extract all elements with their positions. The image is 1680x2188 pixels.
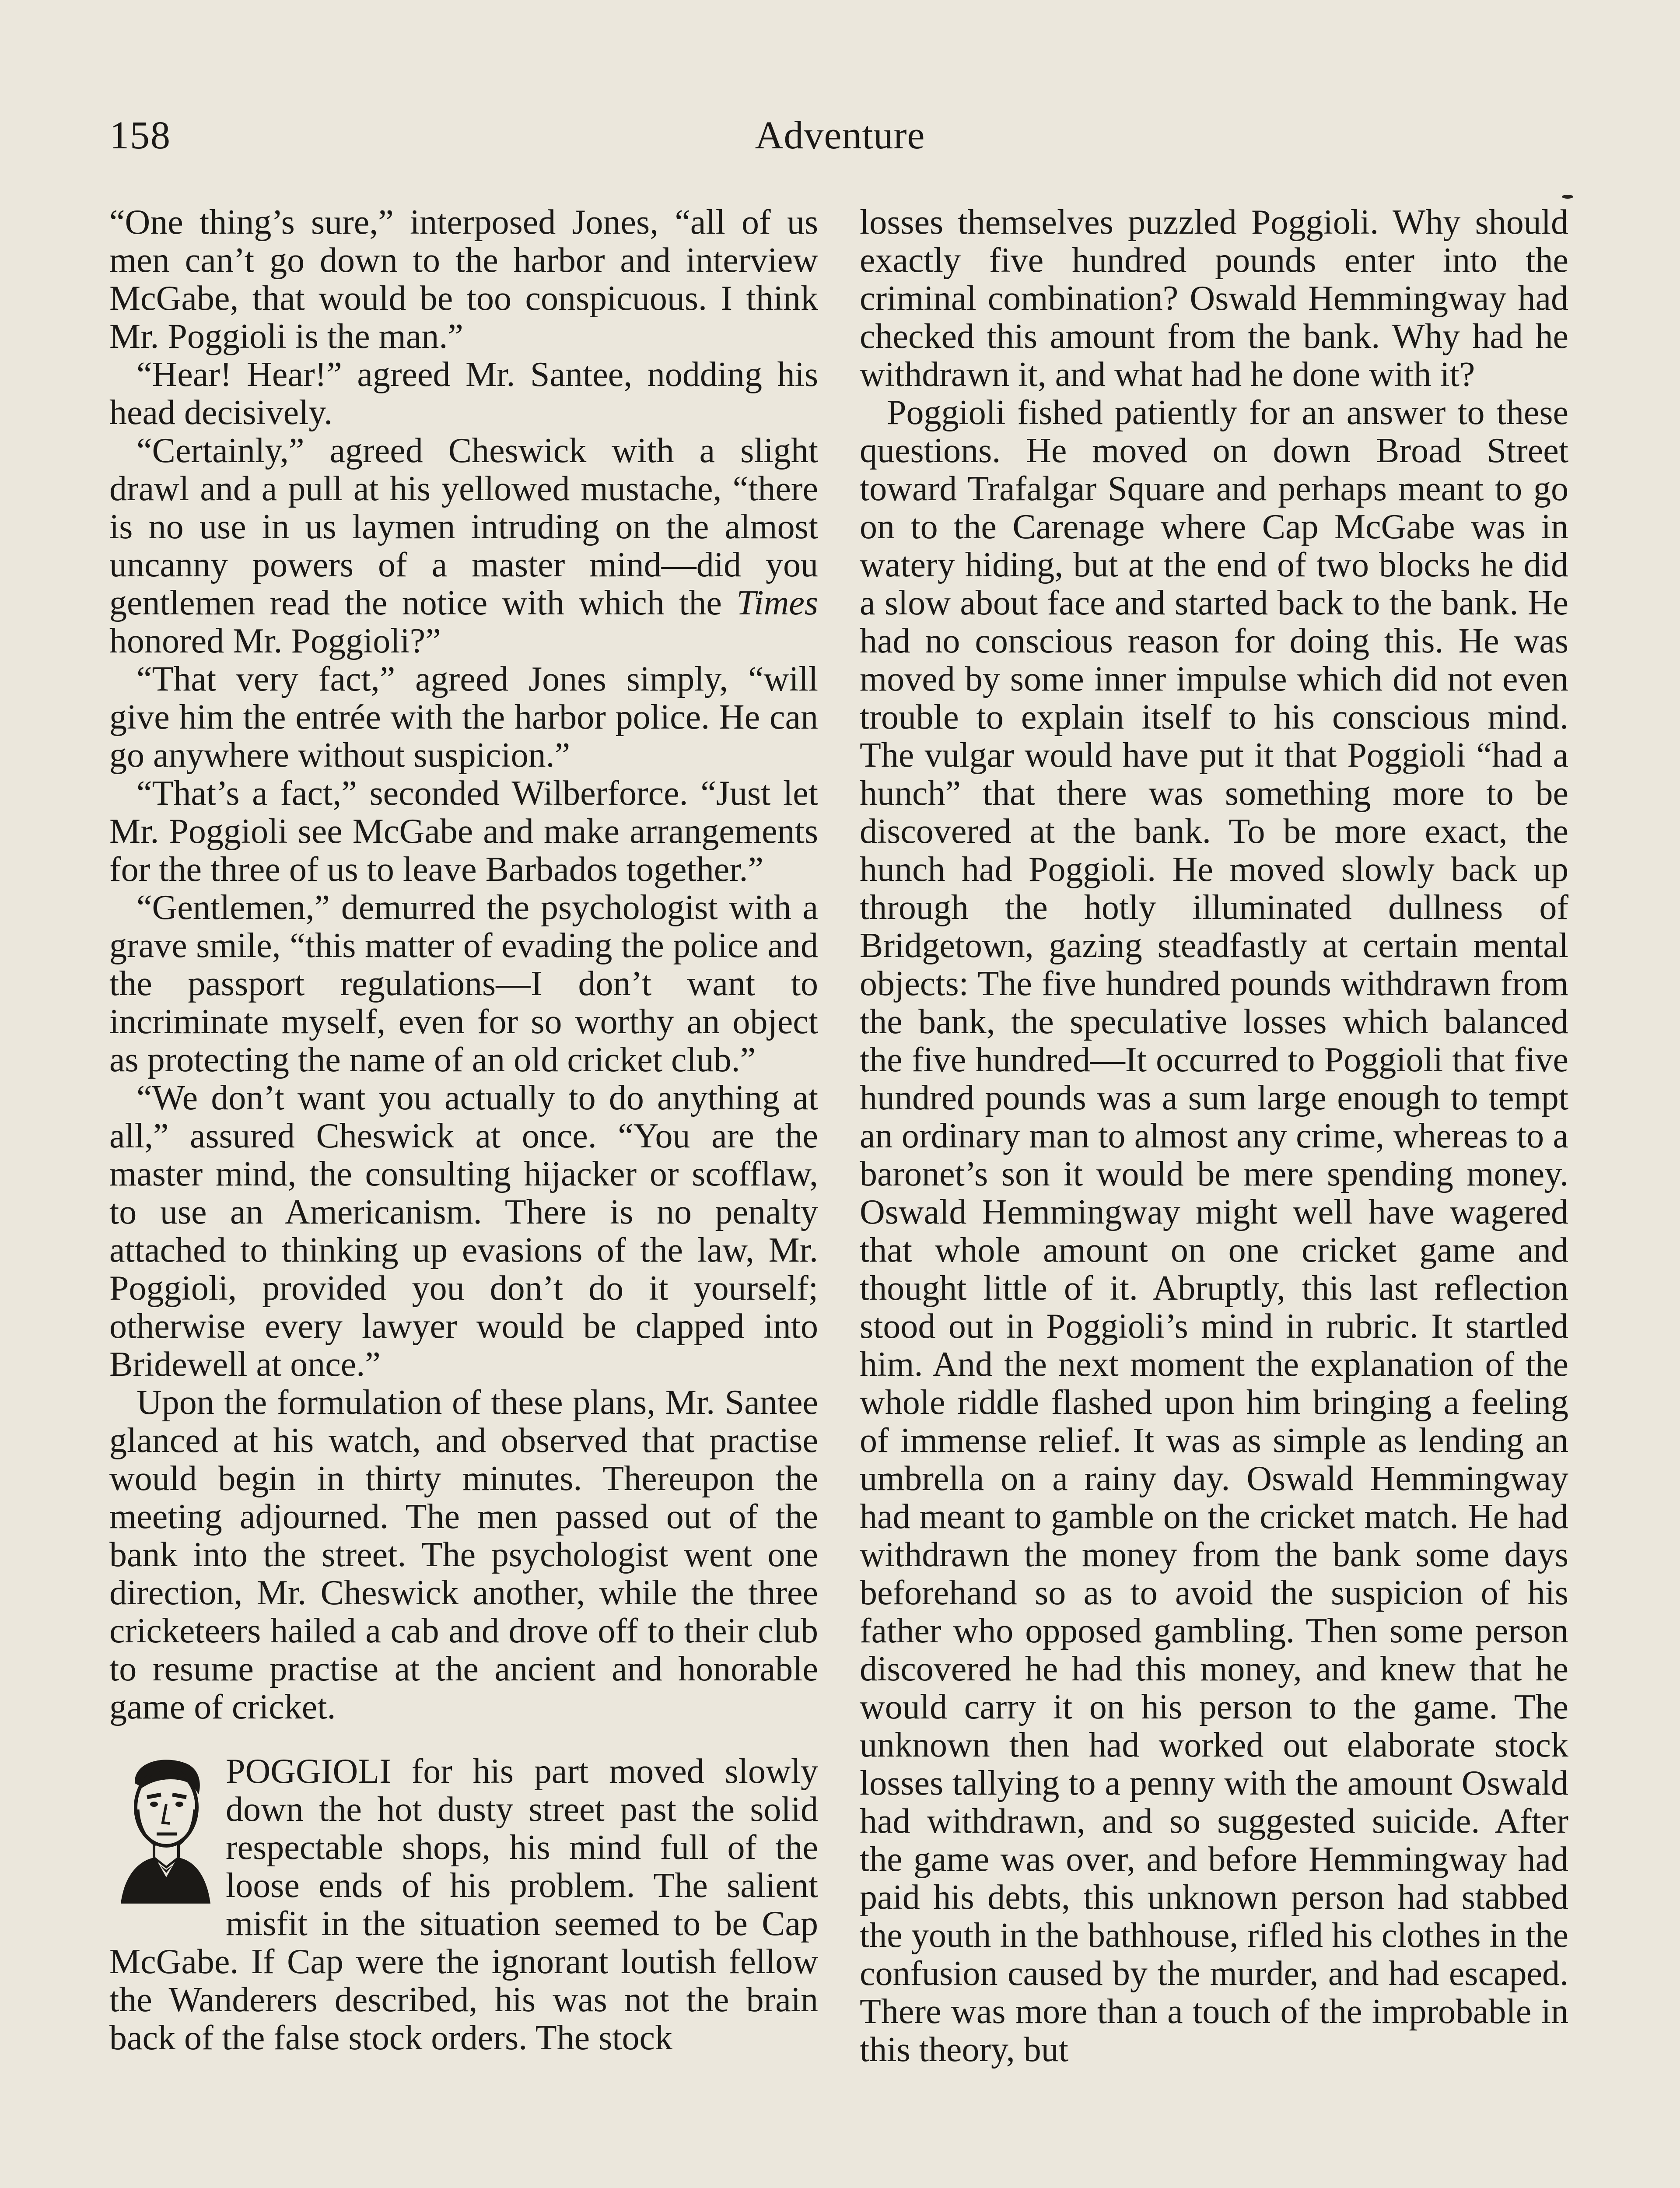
- page-number: 158: [109, 114, 171, 157]
- running-title: Adventure: [755, 114, 925, 157]
- paragraph: “Certainly,” agreed Cheswick with a slight drawl and a pull at his yellowed mustache, “there is no use in us laymen intruding on the almost uncanny powers of a master mind—did you gentlemen read the notice with which the Times honored Mr. Poggioli?”: [109, 431, 818, 660]
- print-speck: [1562, 195, 1573, 199]
- paragraph: “We don’t want you actually to do anything at all,” assured Cheswick at once. “You are the master mind, the consulting hijacker or scofflaw, to use an Americanism. There is no penalty attached to thinking up evasions of the law, Mr. Poggioli, provided you don’t do it yourself; otherwise every lawyer would be clapped into Bridewell at once.”: [109, 1079, 818, 1384]
- paragraph: Upon the formulation of these plans, Mr. Santee glanced at his watch, and observed that practise would begin in thirty minutes. Thereupon the meeting adjourned. The men passed out of the bank into the street. The psychologist went one direction, Mr. Cheswick another, while the three cricketeers hailed a cab and drove off to their club to resume practise at the ancient and honorable game of cricket.: [109, 1383, 818, 1726]
- page-header: [109, 112, 1571, 177]
- section-start: [109, 1753, 818, 2057]
- newspaper-title: Times: [736, 584, 818, 622]
- paragraph: “That very fact,” agreed Jones simply, “will give him the entrée with the harbor police. He can go anywhere without suspicion.”: [109, 660, 818, 775]
- paragraph: “That’s a fact,” seconded Wilberforce. “Just let Mr. Poggioli see McGabe and make arrangements for the three of us to leave Barbados together.”: [109, 774, 818, 889]
- paragraph: “Hear! Hear!” agreed Mr. Santee, nodding his head decisively.: [109, 355, 818, 432]
- paragraph: “One thing’s sure,” interposed Jones, “all of us men can’t go down to the harbor and interview McGabe, that would be too conspicuous. I think Mr. Poggioli is the man.”: [109, 203, 818, 356]
- paragraph: Poggioli fished patiently for an answer to these questions. He moved on down Broad Street toward Trafalgar Square and perhaps meant to go on to the Carenage where Cap McGabe was in watery hiding, but at the end of two blocks he did a slow about face and started back to the bank. He had no conscious reason for doing this. He was moved by some inner impulse which did not even trouble to explain itself to his conscious mind. The vulgar would have put it that Poggioli “had a hunch” that there was something more to be discovered at the bank. To be more exact, the hunch had Poggioli. He moved slowly back up through the hotly illuminated dullness of Bridgetown, gazing steadfastly at certain mental objects: The five hundred pounds withdrawn from the bank, the speculative losses which balanced the five hundred—It occurred to Poggioli that five hundred pounds was a sum large enough to tempt an ordinary man to almost any crime, whereas to a baronet’s son it would be mere spending money. Oswald Hemmingway might well have wagered that whole amount on one cricket game and thought little of it. Abruptly, this last reflection stood out in Poggioli’s mind in rubric. It startled him. And the next moment the explanation of the whole riddle flashed upon him bringing a feeling of immense relief. It was as simple as lending an umbrella on a rainy day. Oswald Hemmingway had meant to gamble on the cricket match. He had withdrawn the money from the bank some days beforehand so as to avoid the suspicion of his father who opposed gambling. Then some person discovered he had this money, and knew that he would carry it on his person to the game. The unknown then had worked out elaborate stock losses tallying to a penny with the amount Oswald had withdrawn, and so suggested suicide. After the game was over, and before Hemmingway had paid his debts, this unknown person had stabbed the youth in the bathhouse, rifled his clothes in the confusion caused by the murder, and had escaped. There was more than a touch of the improbable in this theory, but: [860, 393, 1568, 2069]
- section-start-paragraph: POGGIOLI for his part moved slowly down the hot dusty street past the solid respectable shops, his mind full of the loose ends of his problem. The salient misfit in the situation seemed to be Cap McGabe. If Cap were the ignorant loutish fellow the Wanderers described, his was not the brain back of the false stock orders. The stock: [109, 1752, 818, 2057]
- paragraph: losses themselves puzzled Poggioli. Why should exactly five hundred pounds enter into the criminal combination? Oswald Hemmingway had checked this amount from the bank. Why had he withdrawn it, and what had he done with it?: [860, 203, 1568, 394]
- poggioli-portrait-icon: [112, 1753, 217, 1906]
- left-column: [109, 203, 818, 2057]
- right-column: [860, 203, 1568, 2069]
- paragraph: “Gentlemen,” demurred the psychologist with a grave smile, “this matter of evading the police and the passport regulations—I don’t want to incriminate myself, even for so worthy an object as protecting the name of an old cricket club.”: [109, 888, 818, 1079]
